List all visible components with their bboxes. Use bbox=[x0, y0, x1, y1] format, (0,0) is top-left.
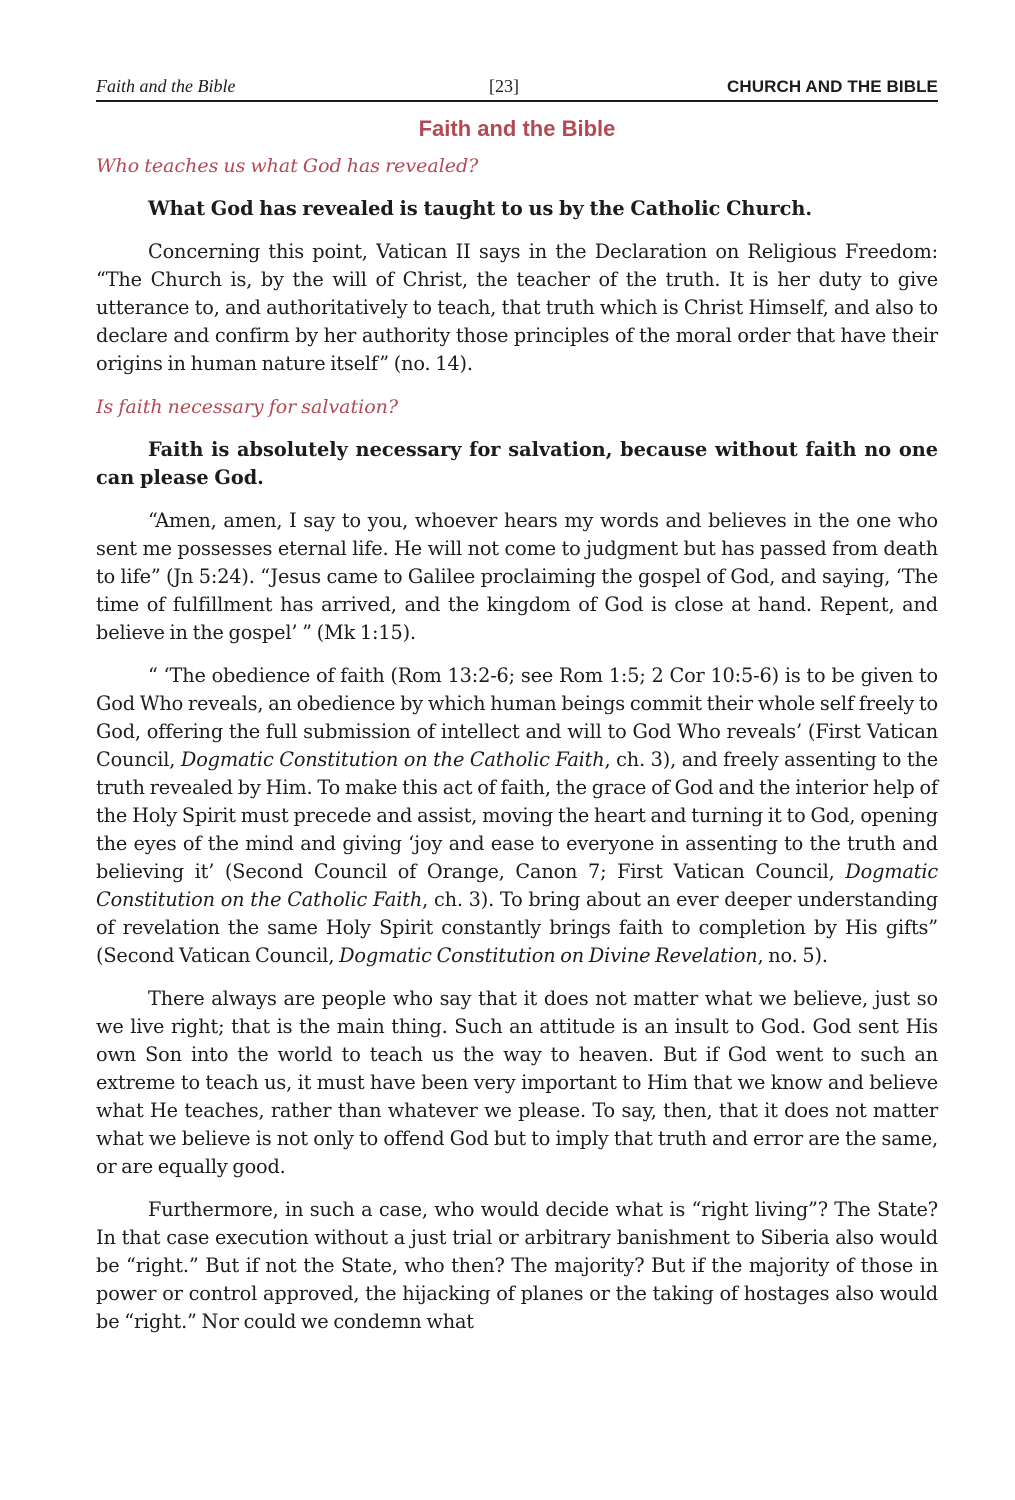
running-header bbox=[96, 76, 938, 102]
citation-title: Dogmatic Constitution on the Catholic Faith bbox=[96, 860, 938, 911]
paragraph-vatican-ii: Concerning this point, Vatican II says in the Declaration on Religious Freedom: “The Church is, by the will of Christ, the teacher of the truth. It is her duty to give utterance to, and authoritatively to teach, that truth which is Christ Himself, and also to declare and confirm by her authority those principles of the moral order that have their origins in human nature itself” (no. 14). bbox=[96, 240, 938, 375]
text-run: , ch. 3). To bring about an ever deeper understanding of revelation the same Holy Spirit constantly brings faith to completion by His gifts” (Second Vatican Council, bbox=[96, 888, 938, 967]
paragraph-what-we-believe: There always are people who say that it does not matter what we believe, just so we live right; that is the main thing. Such an attitude is an insult to God. God sent His own Son into the world to teach us the way to heaven. But if God went to such an extreme to teach us, it must have been very important to Him that we know and believe what He teaches, rather than whatever we please. To say, then, that it does not matter what we believe is not only to offend God but to imply that truth and error are the same, or are equally good. bbox=[96, 987, 938, 1178]
page-body bbox=[96, 152, 938, 1351]
answer-2: Faith is absolutely necessary for salvation, because without faith no one can please God. bbox=[96, 438, 938, 489]
header-chapter-title: Faith and the Bible bbox=[96, 76, 236, 96]
citation-title: Dogmatic Constitution on Divine Revelation bbox=[339, 944, 758, 967]
question-1: Who teaches us what God has revealed? bbox=[96, 155, 479, 177]
section-title: Faith and the Bible bbox=[418, 116, 616, 141]
answer-1: What God has revealed is taught to us by the Catholic Church. bbox=[148, 197, 813, 220]
paragraph-obedience-of-faith bbox=[96, 662, 938, 970]
citation-title: Dogmatic Constitution on the Catholic Faith bbox=[180, 748, 605, 771]
question-2: Is faith necessary for salvation? bbox=[96, 396, 399, 418]
header-section-title: CHURCH AND THE BIBLE bbox=[726, 77, 938, 96]
paragraph-right-living: Furthermore, in such a case, who would decide what is “right living”? The State? In that case execution without a just trial or arbitrary banishment to Siberia also would be “right.” But if not the State, who then? The majority? But if the majority of those in power or control approved, the hijacking of planes or the taking of hostages also would be “right.” Nor could we condemn what bbox=[96, 1198, 938, 1333]
header-page-number: [23] bbox=[489, 76, 519, 96]
text-run: , no. 5). bbox=[757, 944, 828, 967]
paragraph-scripture-quotes: “Amen, amen, I say to you, whoever hears my words and believes in the one who sent me possesses eternal life. He will not come to judgment but has passed from death to life” (Jn 5:24). “Jesus came to Galilee proclaiming the gospel of God, and saying, ‘The time of fulfillment has arrived, and the kingdom of God is close at hand. Repent, and believe in the gospel’ ” (Mk 1:15). bbox=[96, 509, 938, 644]
text-run: “ ‘The obedience of faith (Rom 13:2-6; see Rom 1:5; 2 Cor 10:5-6) is to be given to God Who reveals, an obedience by which human beings commit their whole self freely to God, offering the full submission of intellect and will to God Who reveals’ (First Vatican Council, bbox=[96, 664, 938, 771]
text-run: , ch. 3), and freely assenting to the truth revealed by Him. To make this act of faith, the grace of God and the interior help of the Holy Spirit must precede and assist, moving the heart and turning it to God, opening the eyes of the mind and giving ‘joy and ease to everyone in assenting to the truth and believing it’ (Second Council of Orange, Canon 7; First Vatican Council, bbox=[96, 748, 938, 883]
